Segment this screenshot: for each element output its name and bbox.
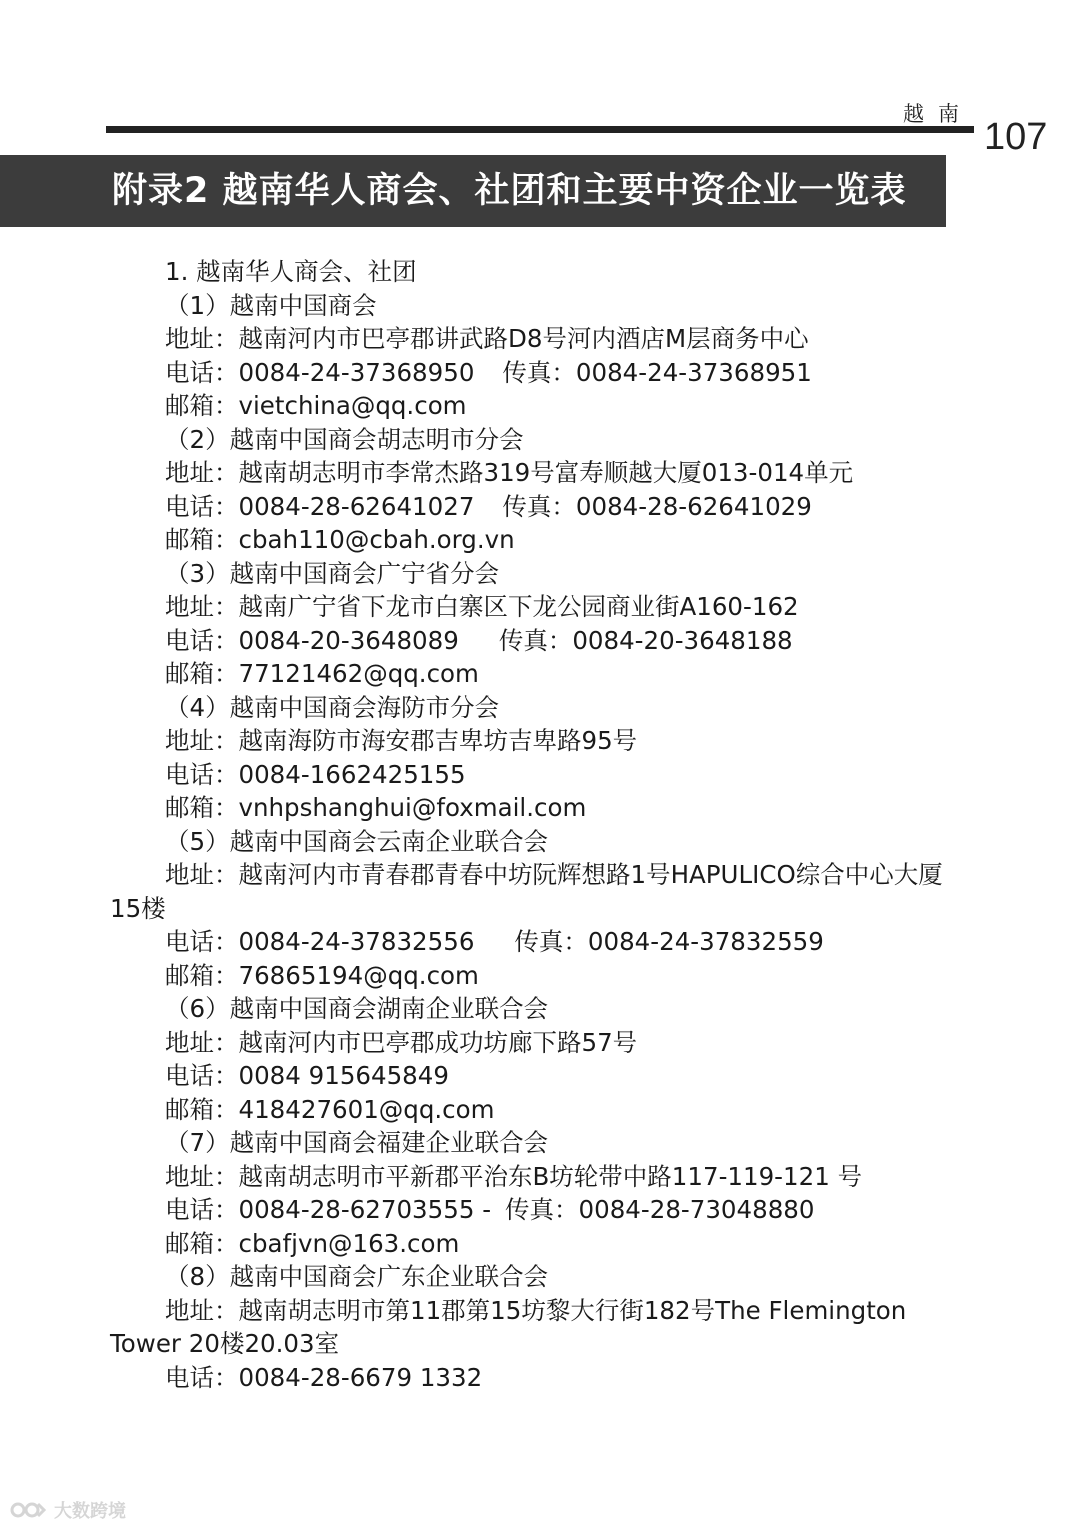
entry-address: 地址：越南广宁省下龙市白寨区下龙公园商业街A160-162 bbox=[165, 592, 799, 621]
entry-phone: 电话：0084-20-3648089 bbox=[165, 625, 459, 655]
entry-email: 邮箱：76865194@qq.com bbox=[165, 960, 479, 990]
entry-phone: 电话：0084-1662425155 bbox=[165, 759, 466, 789]
page-title: 附录2 越南华人商会、社团和主要中资企业一览表 bbox=[112, 171, 907, 211]
entry-contact-line bbox=[110, 624, 972, 658]
entry-contact-line bbox=[110, 1193, 972, 1227]
header-rule bbox=[106, 126, 974, 133]
entry-fax: 传真：0084-28-73048880 bbox=[505, 1195, 815, 1224]
entry-fax: 传真：0084-24-37368951 bbox=[502, 357, 812, 387]
entry-email: 邮箱：418427601@qq.com bbox=[165, 1094, 495, 1124]
entry-name: （4）越南中国商会海防市分会 bbox=[165, 692, 500, 722]
document-body bbox=[110, 255, 972, 1394]
entry-email: 邮箱：vietchina@qq.com bbox=[165, 391, 467, 420]
entry-contact-line bbox=[110, 925, 972, 959]
entry-name: （8）越南中国商会广东企业联合会 bbox=[165, 1262, 549, 1291]
entry-name: （3）越南中国商会广宁省分会 bbox=[165, 558, 500, 588]
entry-phone: 电话：0084-24-37832556 bbox=[165, 927, 475, 956]
page-number: 107 bbox=[984, 116, 1048, 158]
running-head: 越南 bbox=[903, 102, 973, 126]
entry-address: 地址：越南河内市青春郡青春中坊阮辉想路1号HAPULICO综合中心大厦15楼 bbox=[110, 860, 943, 923]
entry-address: 地址：越南胡志明市第11郡第15坊黎大行街182号The Flemington Tower 20楼20.03室 bbox=[110, 1295, 907, 1358]
entry-phone: 电话：0084-28-62641027 bbox=[165, 491, 475, 521]
entry-address: 地址：越南河内市巴亭郡讲武路D8号河内酒店M层商务中心 bbox=[165, 324, 809, 353]
entry-phone: 电话：0084-28-6679 1332 bbox=[165, 1362, 483, 1392]
entry-fax: 传真：0084-24-37832559 bbox=[514, 927, 824, 956]
entry-email: 邮箱：vnhpshanghui@foxmail.com bbox=[165, 793, 587, 822]
entry-phone: 电话：0084-28-62703555 - bbox=[165, 1195, 492, 1224]
entry-address: 地址：越南胡志明市李常杰路319号富寿顺越大厦013-014单元 bbox=[165, 458, 854, 487]
watermark bbox=[10, 1497, 126, 1523]
entry-phone: 电话：0084-24-37368950 bbox=[165, 357, 475, 387]
entry-email: 邮箱：cbah110@cbah.org.vn bbox=[165, 525, 515, 554]
brand-logo-icon bbox=[10, 1500, 46, 1520]
entry-address: 地址：越南胡志明市平新郡平治东B坊轮带中路117-119-121 号 bbox=[165, 1161, 863, 1191]
entry-name: （7）越南中国商会福建企业联合会 bbox=[165, 1128, 549, 1157]
entry-name: （1）越南中国商会 bbox=[165, 290, 377, 320]
watermark-text: 大数跨境 bbox=[54, 1501, 126, 1522]
entry-name: （2）越南中国商会胡志明市分会 bbox=[165, 424, 524, 454]
entry-fax: 传真：0084-20-3648188 bbox=[498, 625, 793, 655]
entry-name: （5）越南中国商会云南企业联合会 bbox=[165, 826, 549, 856]
entry-contact-line bbox=[110, 490, 972, 524]
entry-email: 邮箱：cbafjvn@163.com bbox=[165, 1228, 460, 1258]
entry-fax: 传真：0084-28-62641029 bbox=[502, 491, 812, 521]
entry-phone: 电话：0084 915645849 bbox=[165, 1061, 449, 1090]
entry-address: 地址：越南海防市海安郡吉卑坊吉卑路95号 bbox=[165, 726, 638, 755]
entry-contact-line bbox=[110, 356, 972, 390]
section-heading: 1. 越南华人商会、社团 bbox=[165, 257, 417, 286]
entry-address: 地址：越南河内市巴亭郡成功坊廊下路57号 bbox=[165, 1027, 638, 1057]
entry-name: （6）越南中国商会湖南企业联合会 bbox=[165, 994, 549, 1023]
entry-email: 邮箱：77121462@qq.com bbox=[165, 659, 479, 688]
